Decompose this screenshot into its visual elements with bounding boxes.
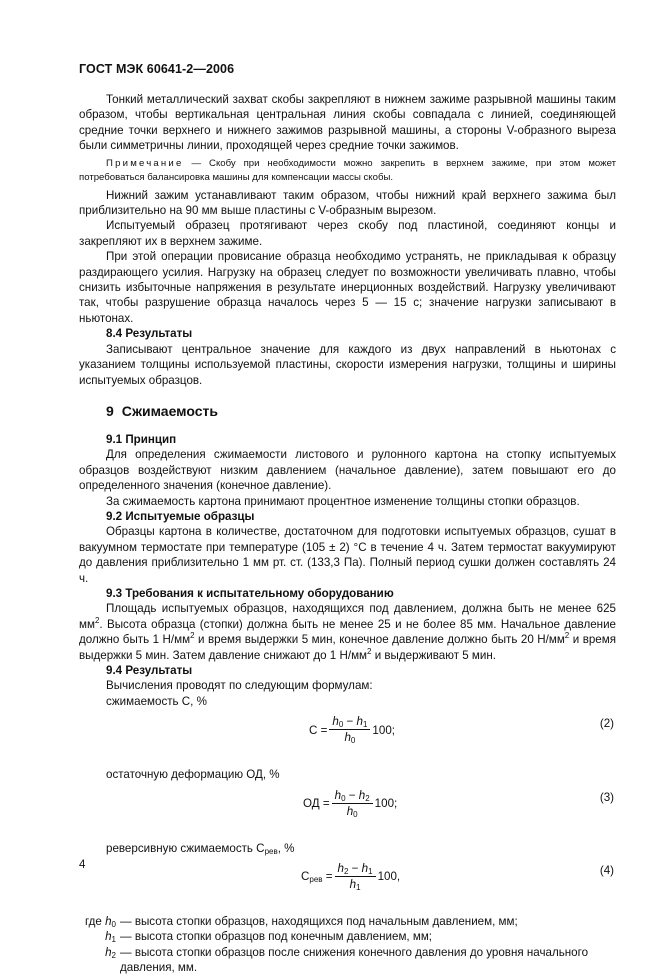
formula-factor: 100;: [374, 796, 398, 810]
paragraph: Образцы картона в количестве, достаточном для подготовки испытуемых образцов, сушат в вакуумном термостате при температуре (105 ± 2) °С в течение 4 ч. Затем термостат вакуумируют до давления приблизительно 1 мм рт. ст. (133,3 Па). Полный период сушки должен составлять 24 ч.: [79, 525, 616, 585]
fraction: $\frac{h_0 - h_2}{h_0}$: [332, 789, 373, 819]
formula-lhs: $С_{рев}$: [301, 870, 323, 885]
note-text: — Скобу при необходимости можно закрепить в верхнем зажиме, при этом может потребоваться балансировка машины для компенсации массы скобы.: [79, 157, 616, 183]
formula-factor: 100,: [377, 870, 401, 884]
paragraph-with-superscripts: Площадь испытуемых образцов, находящихся под давлением, должна быть не менее 625 $мм^2$. Высота образца (стопки) должна быть не менее 25 и не более 85 мм. Начальное давление должно быть 1 $Н/мм^2$ и время выдержки 5 мин, конечное давление должно быть 20 $Н/мм^2$ и время выдержки 5 мин. Затем давление снижают до 1 $Н/мм^2$ и выдерживают 5 мин.: [79, 602, 616, 662]
subsection-heading-9-1: 9.1 Принцип: [106, 432, 177, 446]
formula-4: $С_{рев}$ = $\frac{h_2 - h_1}{h_1}$ 100, (4): [301, 862, 614, 893]
section-number: 9: [106, 402, 114, 419]
fraction: $\frac{h_0 - h_1}{h_0}$: [329, 715, 370, 745]
paragraph: Испытуемый образец протягивают через скобу под пластиной, соединяют концы и закрепляют их в верхнем зажиме.: [79, 219, 616, 248]
formula-2: С = $\frac{h_0 - h_1}{h_0}$ 100; (2): [309, 715, 614, 746]
equation-number: (3): [599, 790, 614, 804]
where-item: $h_2$ — высота стопки образцов после снижения конечного давления до уровня начального давления, мм.: [105, 945, 589, 975]
formula-lhs: ОД: [303, 796, 320, 810]
paragraph: Для определения сжимаемости листового и рулонного картона на стопку испытуемых образцов воздействуют низким давлением (начальное давление), затем повышают его до определенного значения (конечное давление).: [79, 448, 616, 493]
subsection-heading-9-3: 9.3 Требования к испытательному оборудованию: [106, 586, 394, 600]
fraction: $\frac{h_2 - h_1}{h_1}$: [335, 862, 376, 892]
page-content: [79, 92, 616, 976]
subsection-heading-8-4: 8.4 Результаты: [106, 327, 193, 341]
document-header: ГОСТ МЭК 60641-2—2006: [79, 62, 235, 76]
paragraph: Нижний зажим устанавливают таким образом, чтобы нижний край верхнего зажима был приблизительно на 90 мм выше пластины с V-образным вырезом.: [79, 188, 616, 218]
section-heading-9: [79, 402, 616, 420]
formula-3: ОД = $\frac{h_0 - h_2}{h_0}$ 100; (3): [303, 788, 614, 819]
formula-factor: 100;: [372, 723, 395, 737]
formula-intro: остаточную деформацию ОД, %: [106, 768, 280, 782]
paragraph: При этой операции провисание образца необходимо устранять, не прикладывая к образцу раздирающего усилия. Нагрузку на образец следует по возможности увеличивать плавно, чтобы снизить избыточные напряжения в результате инерционных воздействий. Нагрузку увеличивают так, чтобы разрушение образца началось через 5 — 15 с; значение нагрузки записывают в ньютонах.: [79, 250, 616, 325]
note-label: Примечание: [106, 157, 184, 169]
paragraph: Тонкий металлический захват скобы закрепляют в нижнем зажиме разрывной машины таким образом, чтобы вертикальная центральная линия скобы совпадала с линией, соединяющей средние точки верхнего и нижнего зажимов разрывной машины, а стороны V-образного выреза были симметричны линии, проходящей через средние точки зажимов.: [79, 93, 616, 153]
subsection-heading-9-2: 9.2 Испытуемые образцы: [106, 509, 255, 523]
formula-intro: реверсивную сжимаемость $С_{рев}$, %: [106, 841, 295, 856]
paragraph: Вычисления проводят по следующим формулам:: [106, 679, 373, 693]
subsection-heading-9-4: 9.4 Результаты: [106, 664, 193, 677]
paragraph: За сжимаемость картона принимают процентное изменение толщины стопки образцов.: [106, 494, 580, 508]
equation-number: (4): [599, 864, 614, 878]
paragraph: Записывают центральное значение для каждого из двух направлений в ньютонах с указанием толщины используемой пластины, скорости измерения нагрузки, толщины и ширины испытуемых образцов.: [79, 342, 616, 387]
where-item: где $h_0$ — высота стопки образцов, находящихся под начальным давлением, мм;: [84, 915, 518, 930]
formula-lhs: С: [309, 723, 318, 737]
equation-number: (2): [599, 717, 614, 731]
where-item: $h_1$ — высота стопки образцов под конечным давлением, мм;: [105, 930, 433, 945]
formula-intro: сжимаемость С, %: [106, 694, 207, 708]
section-title: Сжимаемость: [121, 402, 218, 419]
note: [79, 157, 616, 185]
page-number: 4: [79, 859, 86, 871]
